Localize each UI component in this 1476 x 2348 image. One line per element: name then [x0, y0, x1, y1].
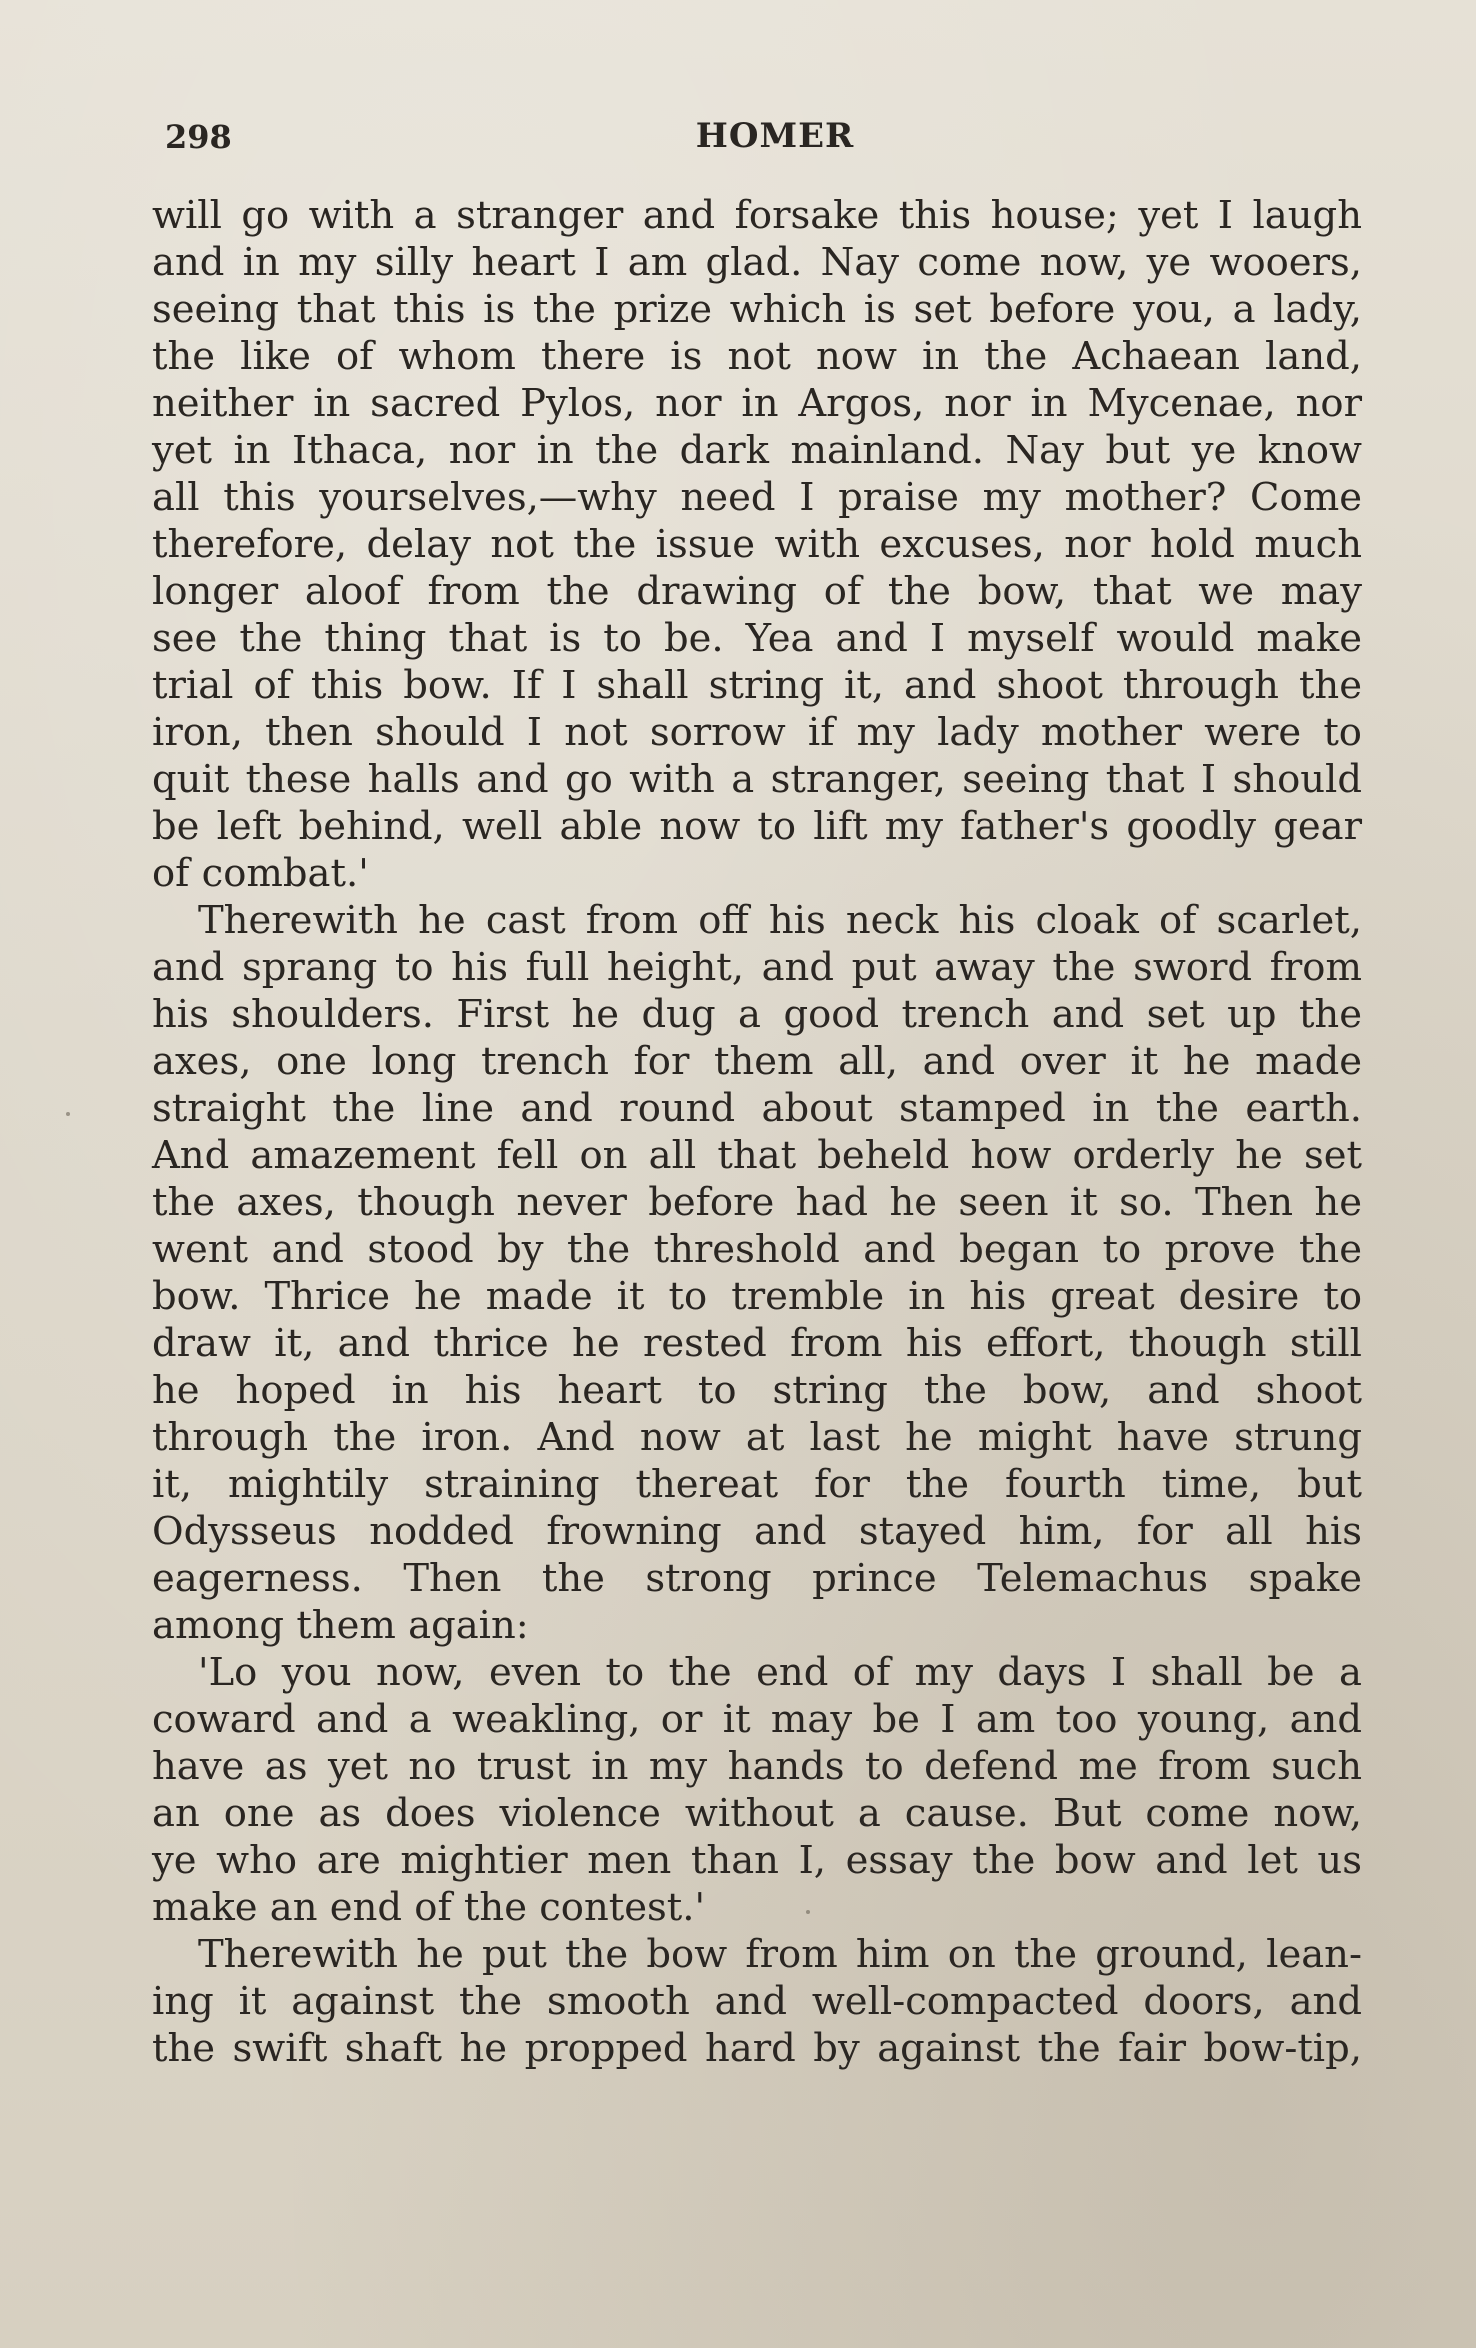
text-line: draw it, and thrice he rested from his effort, though still	[152, 1321, 1362, 1366]
text-line: among them again:	[152, 1603, 529, 1648]
text-line: trial of this bow. If I shall string it, and shoot through the	[152, 663, 1362, 708]
text-line: see the thing that is to be. Yea and I myself would make	[152, 616, 1362, 661]
text-line: his shoulders. First he dug a good trench and set up the	[152, 992, 1362, 1037]
text-line: the axes, though never before had he seen it so. Then he	[152, 1180, 1362, 1225]
text-line: And amazement fell on all that beheld how orderly he set	[152, 1133, 1362, 1178]
text-line: of combat.'	[152, 851, 369, 896]
text-line: straight the line and round about stamped in the earth.	[152, 1086, 1362, 1131]
body-text	[152, 192, 1362, 2072]
running-head	[165, 112, 1365, 164]
text-line: will go with a stranger and forsake this house; yet I laugh	[152, 193, 1362, 238]
text-line: he hoped in his heart to string the bow, and shoot	[152, 1368, 1362, 1413]
text-line: Odysseus nodded frowning and stayed him, for all his	[152, 1509, 1362, 1554]
text-line: seeing that this is the prize which is set before you, a lady,	[152, 287, 1362, 332]
text-line: bow. Thrice he made it to tremble in his great desire to	[152, 1274, 1362, 1319]
text-line: axes, one long trench for them all, and over it he made	[152, 1039, 1362, 1084]
text-line: the like of whom there is not now in the Achaean land,	[152, 334, 1362, 379]
text-line: all this yourselves,—why need I praise my mother? Come	[152, 475, 1362, 520]
paper-speck	[806, 1910, 810, 1914]
text-line: make an end of the contest.'	[152, 1885, 706, 1930]
text-line: ing it against the smooth and well-compacted doors, and	[152, 1979, 1362, 2024]
running-title: HOMER	[695, 116, 855, 156]
text-line: Therewith he cast from off his neck his cloak of scarlet,	[198, 898, 1362, 943]
text-line: iron, then should I not sorrow if my lady mother were to	[152, 710, 1362, 755]
text-line: Therewith he put the bow from him on the ground, lean-	[198, 1932, 1362, 1977]
text-line: the swift shaft he propped hard by against the fair bow-tip,	[152, 2026, 1362, 2071]
text-line: went and stood by the threshold and began to prove the	[152, 1227, 1362, 1272]
text-line: yet in Ithaca, nor in the dark mainland. Nay but ye know	[152, 428, 1362, 473]
text-line: through the iron. And now at last he might have strung	[152, 1415, 1362, 1460]
text-line: 'Lo you now, even to the end of my days I shall be a	[198, 1650, 1362, 1695]
text-line: it, mightily straining thereat for the fourth time, but	[152, 1462, 1362, 1507]
text-line: be left behind, well able now to lift my father's goodly gear	[152, 804, 1362, 849]
text-line: have as yet no trust in my hands to defend me from such	[152, 1744, 1362, 1789]
page-number: 298	[165, 118, 232, 156]
text-line: longer aloof from the drawing of the bow, that we may	[152, 569, 1362, 614]
text-line: ye who are mightier men than I, essay the bow and let us	[152, 1838, 1362, 1883]
text-line: and in my silly heart I am glad. Nay come now, ye wooers,	[152, 240, 1362, 285]
text-line: and sprang to his full height, and put away the sword from	[152, 945, 1362, 990]
text-line: an one as does violence without a cause. But come now,	[152, 1791, 1362, 1836]
text-line: neither in sacred Pylos, nor in Argos, nor in Mycenae, nor	[152, 381, 1362, 426]
text-line: therefore, delay not the issue with excuses, nor hold much	[152, 522, 1362, 567]
text-line: quit these halls and go with a stranger, seeing that I should	[152, 757, 1362, 802]
paper-speck	[66, 1112, 70, 1116]
text-line: eagerness. Then the strong prince Telemachus spake	[152, 1556, 1362, 1601]
text-line: coward and a weakling, or it may be I am too young, and	[152, 1697, 1362, 1742]
